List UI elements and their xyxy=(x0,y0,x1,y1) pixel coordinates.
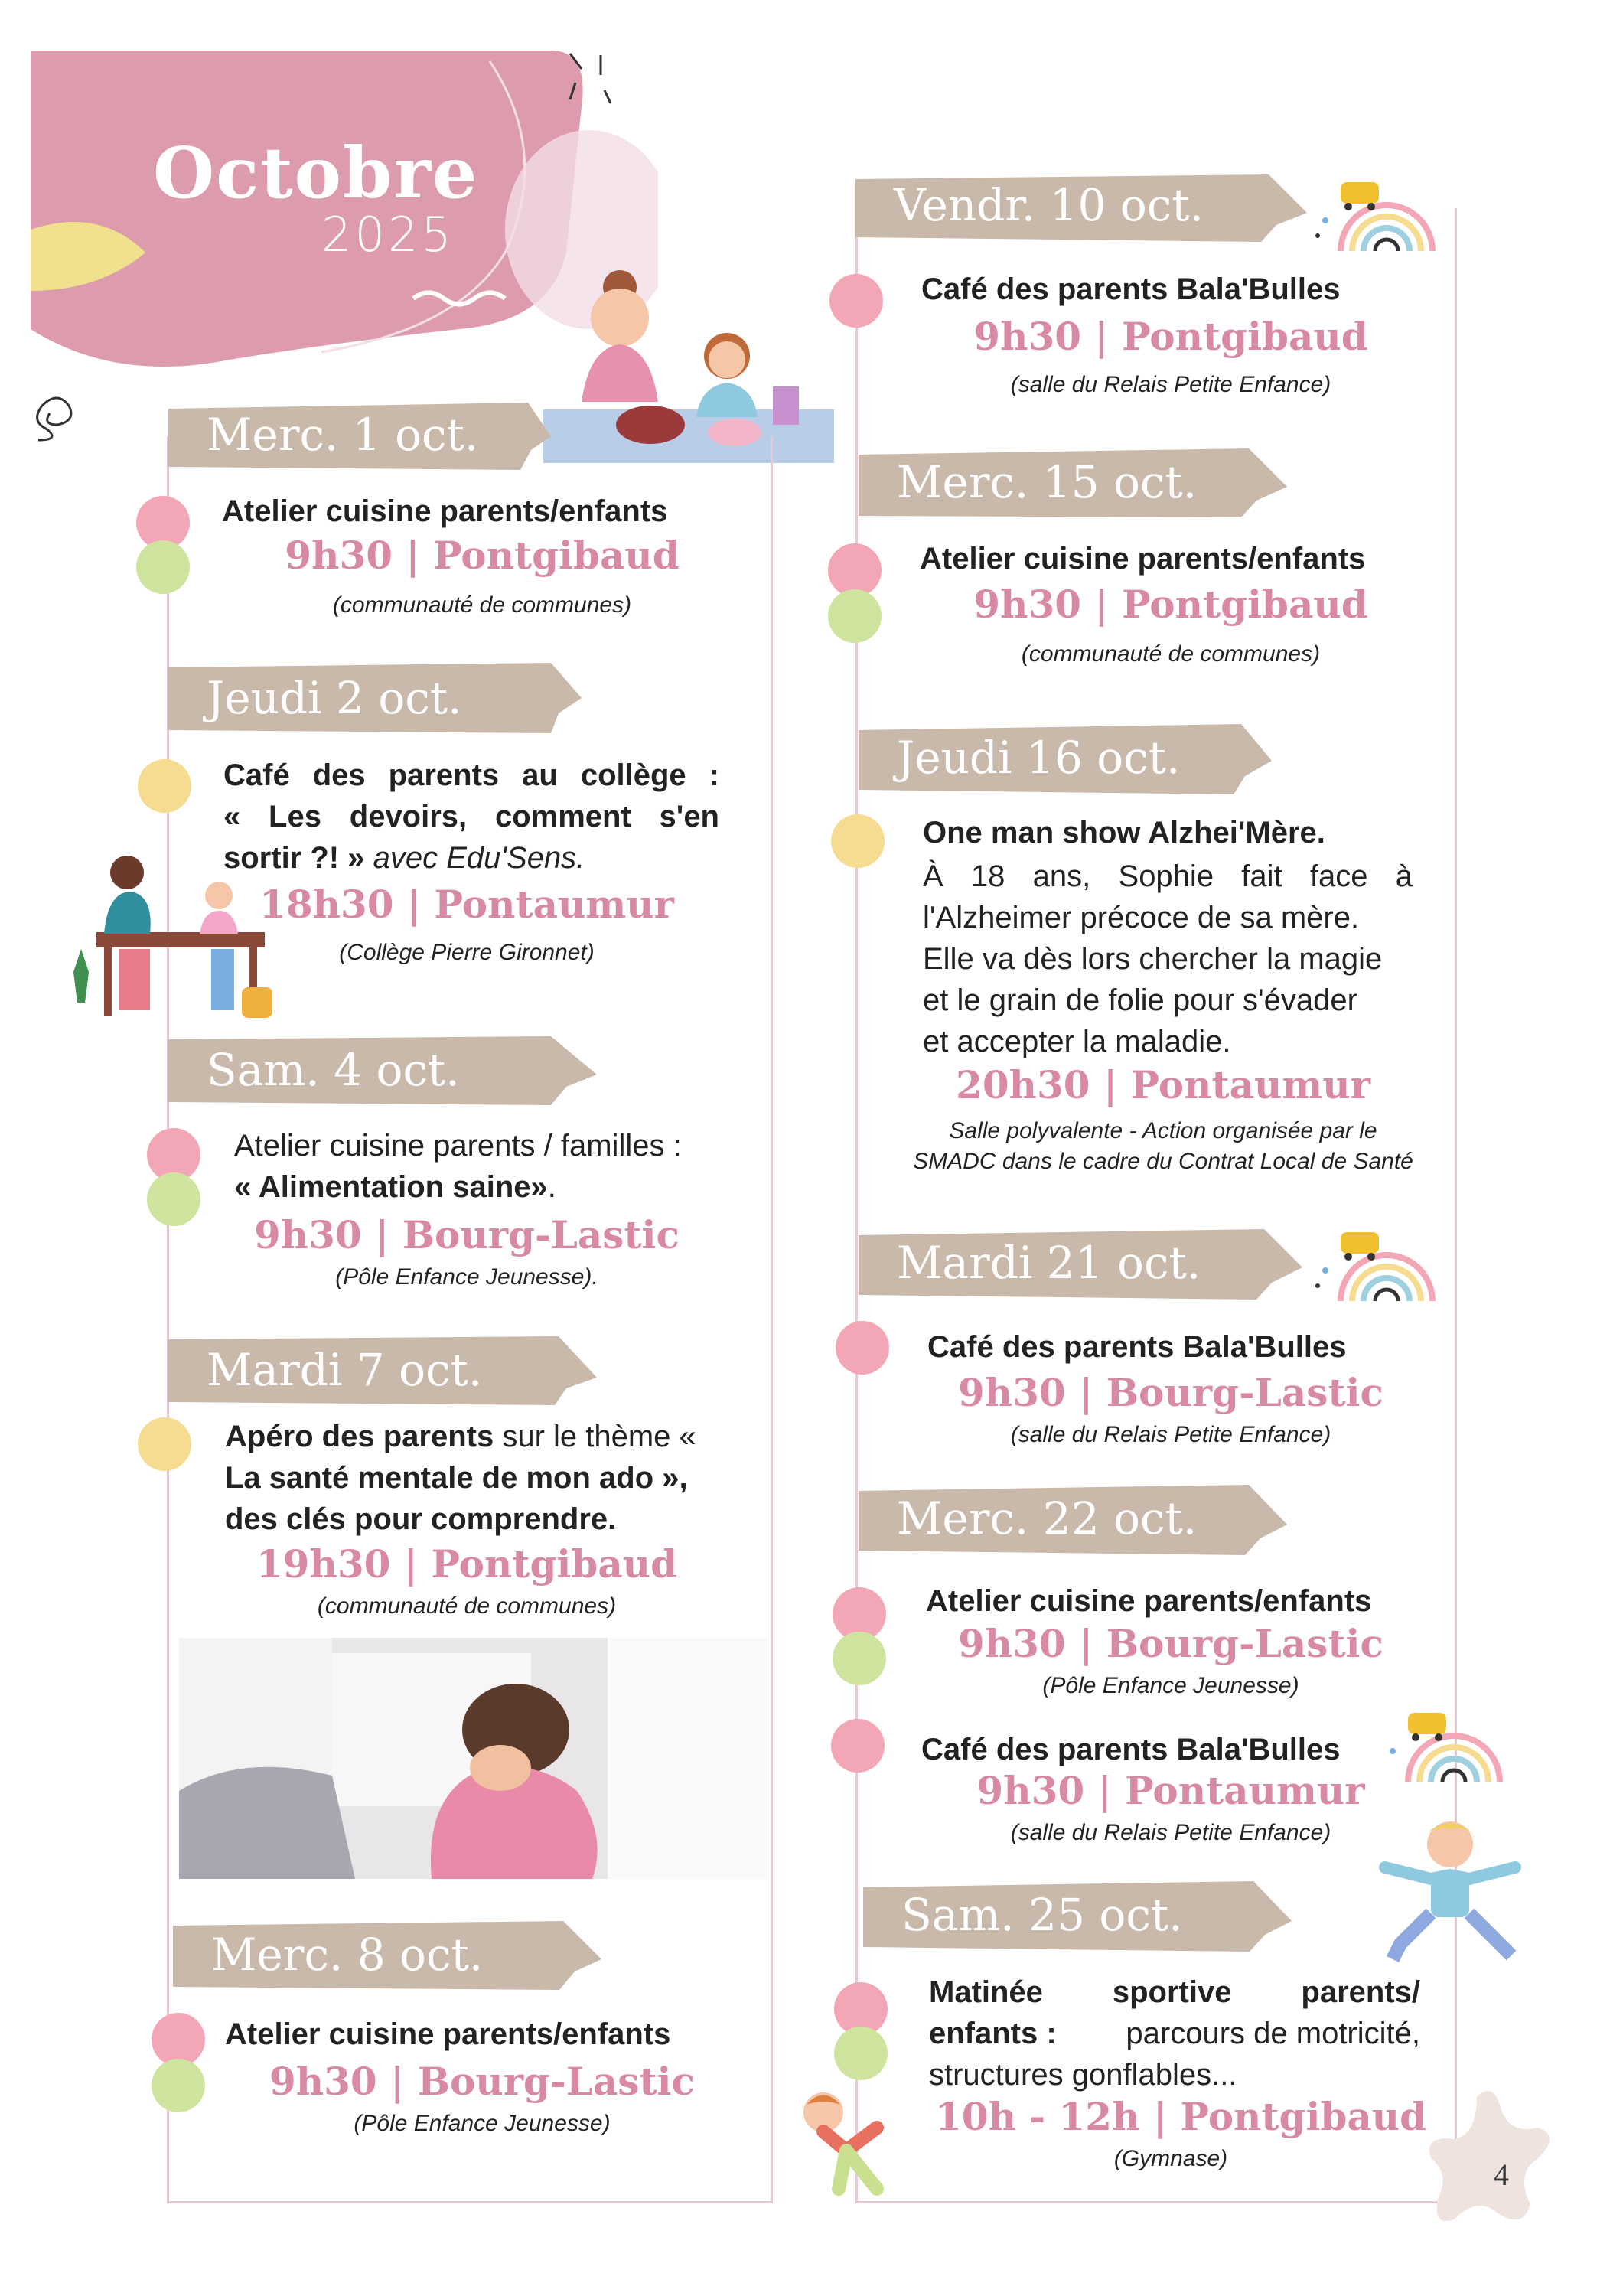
yellow-dot xyxy=(138,759,191,813)
event-time: 9h30 | Pontgibaud xyxy=(973,314,1368,359)
event-text: parents/ xyxy=(1301,1975,1420,2009)
event-place xyxy=(872,1116,1454,1177)
event-title: Atelier cuisine parents/enfants xyxy=(926,1584,1372,1618)
yoga-kid-illustration xyxy=(1377,1814,1523,1967)
date-banner xyxy=(855,167,1307,246)
date-banner xyxy=(168,660,582,739)
event-time: 9h30 | Bourg-Lastic xyxy=(958,1370,1383,1415)
event-title: One man show Alzhei'Mère. xyxy=(923,816,1325,850)
green-dot xyxy=(833,1632,886,1685)
green-dot xyxy=(136,540,190,594)
pink-dot xyxy=(831,1719,885,1773)
event-place: (Pôle Enfance Jeunesse) xyxy=(354,2111,611,2136)
date-banner xyxy=(863,1877,1292,1956)
date-label: Jeudi 16 oct. xyxy=(897,732,1181,784)
event-title: Atelier cuisine parents/enfants xyxy=(920,542,1366,576)
yellow-dot xyxy=(138,1417,191,1471)
date-banner xyxy=(168,396,551,476)
event-time: 9h30 | Bourg-Lastic xyxy=(269,2059,695,2104)
date-label: Sam. 4 oct. xyxy=(207,1044,460,1096)
event-place: (Gymnase) xyxy=(1113,2146,1228,2171)
date-banner xyxy=(859,444,1287,523)
event-description xyxy=(223,755,719,879)
date-banner xyxy=(859,1480,1287,1560)
event-time: 19h30 | Pontgibaud xyxy=(256,1541,678,1587)
event-text: La santé mentale de mon ado », xyxy=(225,1461,688,1495)
event-title: Café des parents Bala'Bulles xyxy=(921,1733,1341,1766)
students-illustration xyxy=(66,850,288,1026)
event-text: parcours de motricité, xyxy=(1126,2017,1420,2050)
event-place-line: SMADC dans le cadre du Contrat Local de Santé xyxy=(913,1149,1413,1174)
event-place: (Pôle Enfance Jeunesse). xyxy=(335,1264,598,1290)
event-text: sortir ?! » xyxy=(223,841,365,875)
event-time: 10h - 12h | Pontgibaud xyxy=(935,2094,1427,2139)
event-text: des clés pour comprendre. xyxy=(225,1502,617,1536)
date-label: Merc. 1 oct. xyxy=(207,409,479,461)
event-description xyxy=(225,1416,721,1540)
event-text: sportive xyxy=(1112,1975,1232,2009)
rainbow-bus-decoration xyxy=(1310,1225,1455,1309)
date-label: Merc. 8 oct. xyxy=(211,1929,484,1981)
green-dot xyxy=(828,589,882,643)
event-time: 9h30 | Pontaumur xyxy=(976,1768,1365,1813)
event-place: (Collège Pierre Gironnet) xyxy=(339,940,595,965)
swirl-decoration xyxy=(23,383,84,444)
event-text: Matinée xyxy=(929,1975,1043,2009)
event-text: Apéro des parents xyxy=(225,1420,494,1453)
event-title: Atelier cuisine parents/enfants xyxy=(222,494,668,528)
event-text: À 18 ans, Sophie fait face à xyxy=(923,859,1413,893)
event-description xyxy=(929,1971,1420,2095)
date-banner xyxy=(859,719,1272,799)
event-title: Café des parents Bala'Bulles xyxy=(927,1330,1347,1364)
event-text: « Les devoirs, comment s'en xyxy=(223,800,719,833)
event-text: l'Alzheimer précoce de sa mère. xyxy=(923,901,1360,934)
yellow-dot xyxy=(831,814,885,868)
event-text: avec Edu'Sens. xyxy=(364,841,585,875)
event-text: Elle va dès lors chercher la magie xyxy=(923,942,1383,976)
event-text: et accepter la maladie. xyxy=(923,1025,1231,1058)
event-text: « Alimentation saine» xyxy=(234,1170,548,1204)
green-dot xyxy=(152,2059,205,2112)
event-text: . xyxy=(547,1170,556,1204)
month-title: Octobre xyxy=(153,132,479,214)
pink-dot xyxy=(829,274,883,328)
date-label: Merc. 22 oct. xyxy=(897,1492,1198,1544)
event-place: (Pôle Enfance Jeunesse) xyxy=(1042,1673,1299,1698)
event-text: sur le thème « xyxy=(494,1420,696,1453)
stressed-teen-photo xyxy=(179,1638,768,1879)
pink-dot xyxy=(836,1321,889,1375)
corner-splat-decoration xyxy=(1423,2082,1561,2235)
event-place: (salle du Relais Petite Enfance) xyxy=(1010,1820,1331,1845)
event-time: 18h30 | Pontaumur xyxy=(259,882,674,927)
event-place: (salle du Relais Petite Enfance) xyxy=(1010,372,1331,397)
date-label: Mardi 21 oct. xyxy=(897,1237,1201,1289)
event-place: (communauté de communes) xyxy=(1021,641,1321,667)
green-dot xyxy=(834,2027,888,2080)
rainbow-bus-decoration xyxy=(1310,174,1455,259)
event-place: (communauté de communes) xyxy=(317,1593,617,1619)
event-description xyxy=(923,856,1413,1062)
year-title: 2025 xyxy=(321,207,455,263)
event-text: Café des parents au collège : xyxy=(223,758,719,792)
event-time: 9h30 | Pontgibaud xyxy=(973,582,1368,627)
date-label: Mardi 7 oct. xyxy=(207,1344,483,1396)
date-label: Jeudi 2 oct. xyxy=(207,672,462,724)
date-banner xyxy=(168,1032,597,1111)
page-number: 4 xyxy=(1494,2157,1509,2192)
date-label: Merc. 15 oct. xyxy=(897,456,1198,508)
event-place-line: Salle polyvalente - Action organisée par le xyxy=(949,1118,1377,1143)
event-place: (communauté de communes) xyxy=(332,592,632,618)
event-time: 9h30 | Pontgibaud xyxy=(285,533,680,578)
event-text: enfants : xyxy=(929,2017,1057,2050)
date-banner xyxy=(173,1916,601,1996)
event-text: et le grain de folie pour s'évader xyxy=(923,983,1357,1017)
event-time: 20h30 | Pontaumur xyxy=(956,1062,1370,1107)
event-text: Atelier cuisine parents / familles : xyxy=(234,1129,682,1163)
green-dot xyxy=(147,1172,200,1226)
event-time: 9h30 | Bourg-Lastic xyxy=(254,1212,680,1257)
event-time: 9h30 | Bourg-Lastic xyxy=(958,1621,1383,1666)
date-banner xyxy=(859,1225,1302,1304)
date-label: Vendr. 10 oct. xyxy=(894,179,1204,231)
date-label: Sam. 25 oct. xyxy=(901,1889,1183,1941)
event-description xyxy=(234,1125,724,1208)
date-banner xyxy=(168,1332,597,1411)
event-title: Atelier cuisine parents/enfants xyxy=(225,2017,671,2051)
rainbow-bus-decoration xyxy=(1377,1705,1523,1789)
event-text: structures gonflables... xyxy=(929,2058,1237,2092)
stretching-kid-illustration xyxy=(793,2082,908,2204)
event-title: Café des parents Bala'Bulles xyxy=(921,272,1341,306)
event-place: (salle du Relais Petite Enfance) xyxy=(1010,1422,1331,1447)
